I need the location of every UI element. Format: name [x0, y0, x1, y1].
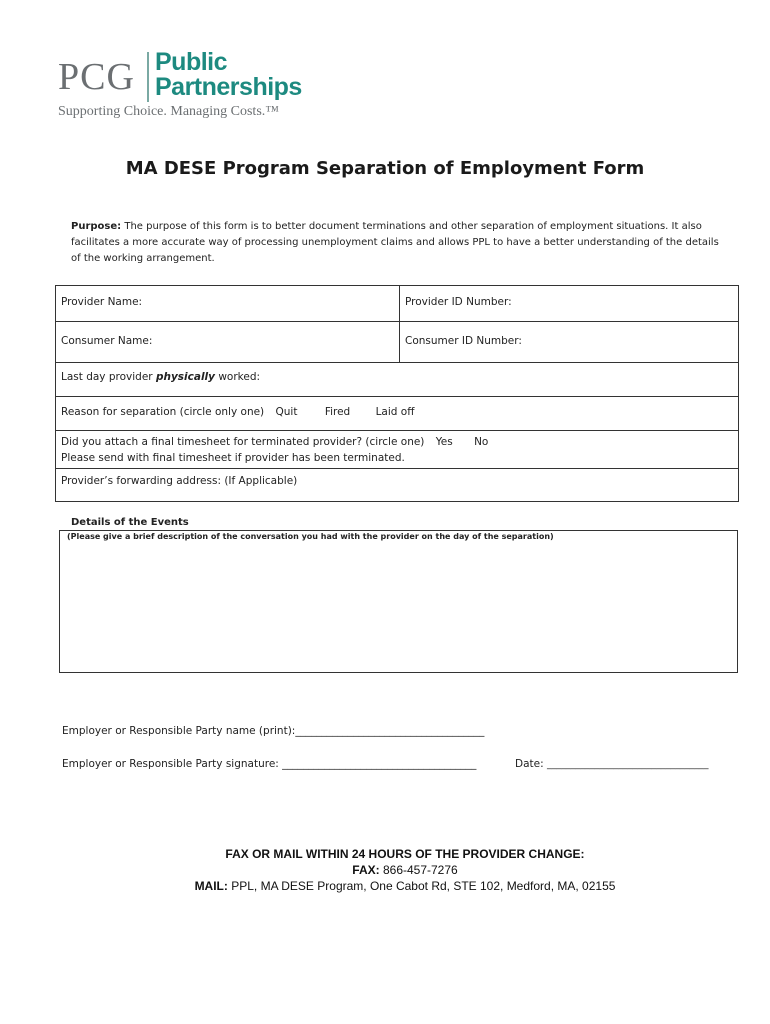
details-hint: (Please give a brief description of the conversation you had with the provider on the day of the separation) — [67, 532, 554, 541]
employer-signature-blank: _____________________________________ — [282, 758, 477, 770]
forwarding-address-field[interactable] — [56, 469, 738, 501]
pcg-logo-text: PCG — [58, 56, 135, 98]
reason-option-quit[interactable]: Quit — [275, 406, 298, 418]
employer-name-blank: ____________________________________ — [295, 725, 485, 737]
footer-headline: FAX OR MAIL WITHIN 24 HOURS OF THE PROVIDER CHANGE: — [225, 847, 585, 861]
consumer-name-field[interactable] — [56, 322, 400, 362]
provider-id-field[interactable] — [400, 286, 738, 321]
logo-tagline: Supporting Choice. Managing Costs.™ — [58, 104, 279, 119]
consumer-name-label: Consumer Name: — [61, 335, 153, 347]
employer-signature-line[interactable] — [62, 758, 476, 770]
mail-label: MAIL: — [194, 879, 228, 893]
reason-option-fired[interactable]: Fired — [324, 406, 351, 418]
purpose-label: Purpose: — [71, 221, 122, 232]
purpose-paragraph — [71, 219, 731, 267]
reason-field — [56, 397, 738, 431]
provider-name-field[interactable] — [56, 286, 400, 321]
public-partnerships-logo — [155, 50, 302, 100]
details-textarea[interactable] — [59, 530, 738, 673]
fax-number: 866-457-7276 — [382, 863, 458, 877]
timesheet-question: Did you attach a final timesheet for terminated provider? (circle one) — [61, 436, 425, 448]
timesheet-option-yes[interactable]: Yes — [435, 436, 453, 448]
reason-label: Reason for separation (circle only one) — [61, 406, 265, 418]
date-line[interactable] — [515, 758, 708, 770]
employer-name-line[interactable] — [62, 725, 484, 737]
logo-name-line1: Public — [155, 48, 228, 76]
last-day-emphasis: physically — [155, 371, 215, 383]
employer-name-label: Employer or Responsible Party name (print): — [62, 725, 296, 737]
row-provider — [56, 286, 738, 322]
date-label: Date: — [515, 758, 544, 770]
timesheet-field — [56, 431, 738, 469]
purpose-text: The purpose of this form is to better document terminations and other separation of employment situations. It also facilitates a more accurate way of processing unemployment claims and allows PPL to have a better understanding of the details of the working arrangement. — [71, 221, 719, 264]
timesheet-option-no[interactable]: No — [474, 436, 489, 448]
page-title: MA DESE Program Separation of Employment Form — [125, 158, 645, 179]
mail-address: PPL, MA DESE Program, One Cabot Rd, STE 102, Medford, MA, 02155 — [231, 879, 616, 893]
logo-divider — [147, 52, 149, 102]
provider-id-label: Provider ID Number: — [405, 296, 512, 308]
row-consumer — [56, 322, 738, 363]
consumer-id-field[interactable] — [400, 322, 738, 362]
date-blank: __________________________________ — [546, 759, 709, 770]
employer-signature-label: Employer or Responsible Party signature: — [62, 758, 279, 770]
logo-name-line2: Partnerships — [155, 73, 302, 101]
provider-name-label: Provider Name: — [61, 296, 143, 308]
forwarding-address-label: Provider’s forwarding address: (If Applicable) — [61, 475, 298, 487]
consumer-id-label: Consumer ID Number: — [405, 335, 522, 347]
last-day-suffix: worked: — [218, 371, 261, 383]
employment-form-table — [55, 285, 739, 502]
submission-instructions — [160, 846, 650, 894]
details-heading: Details of the Events — [71, 517, 189, 528]
last-day-field[interactable] — [56, 363, 738, 397]
last-day-prefix: Last day provider — [61, 371, 153, 383]
fax-label: FAX: — [352, 863, 380, 877]
reason-option-laid-off[interactable]: Laid off — [375, 406, 415, 418]
timesheet-note: Please send with final timesheet if provider has been terminated. — [61, 452, 405, 464]
